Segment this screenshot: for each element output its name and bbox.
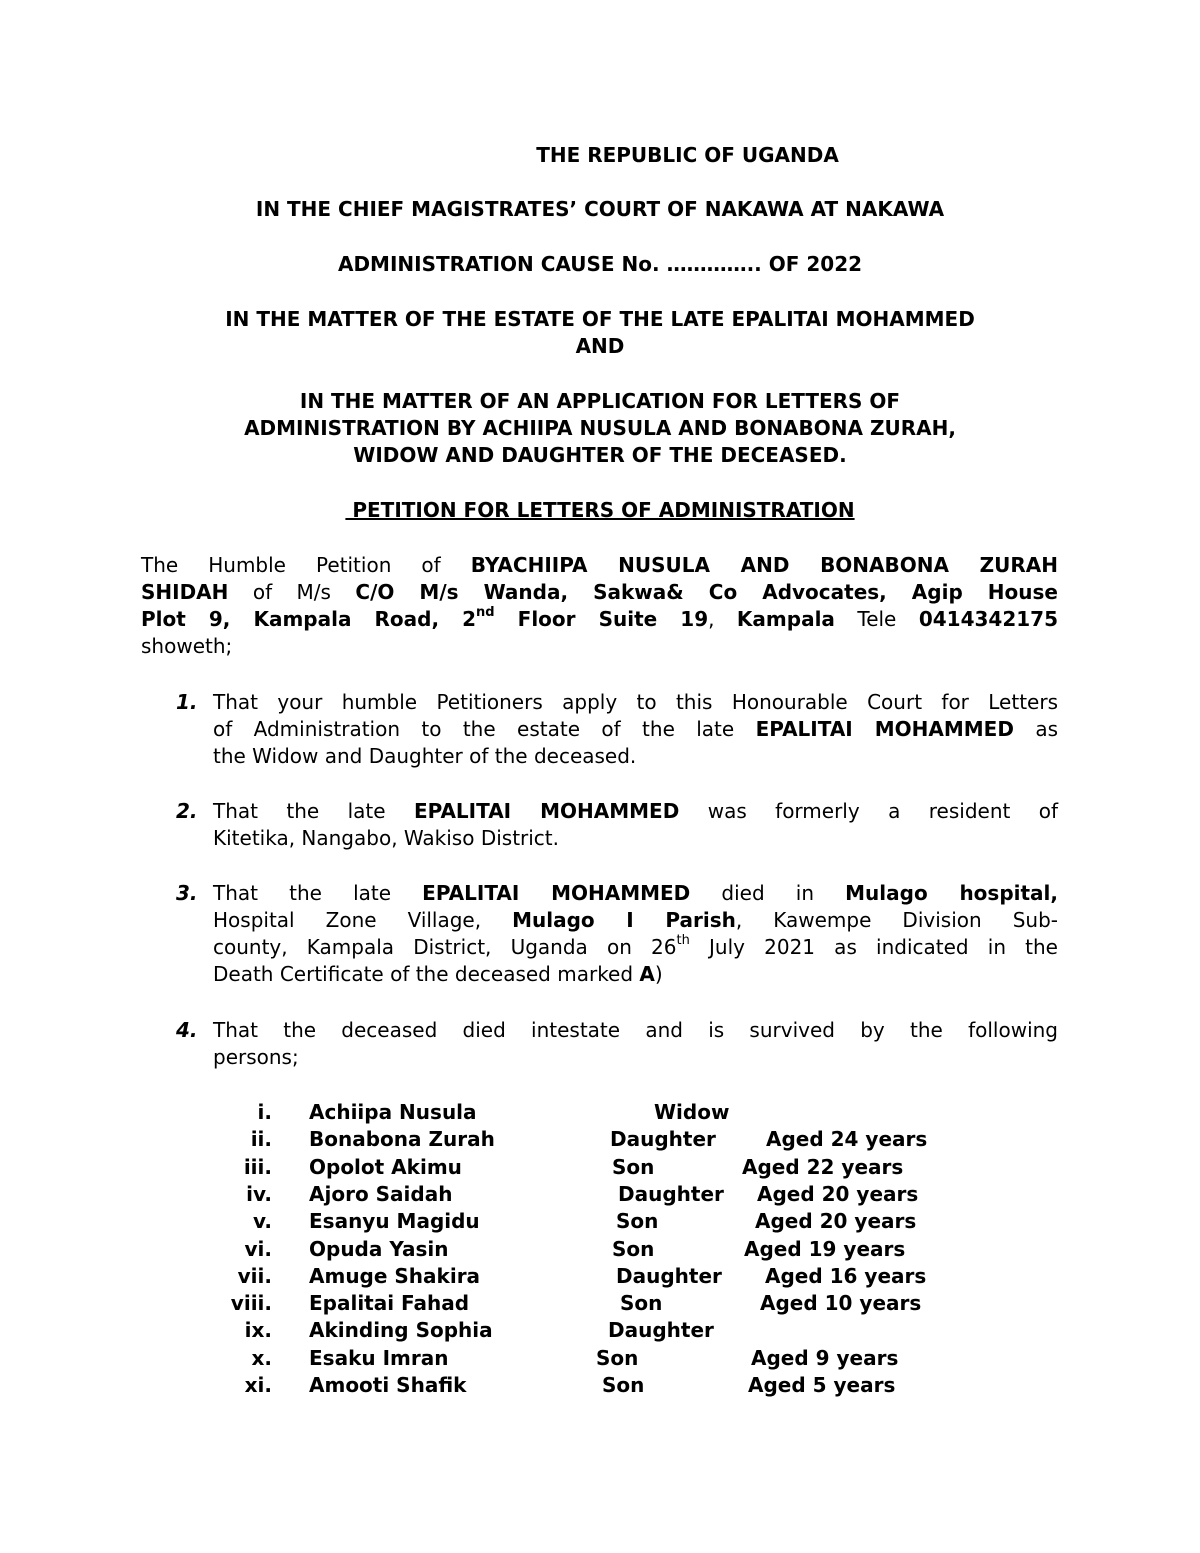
intro-line-3 [141,606,1058,633]
intro-paragraph [141,552,1058,660]
item-1-line-2 [213,716,1058,743]
survivor-number: vii. [237,1263,272,1288]
item-3-line-1 [213,880,1058,907]
survivor-number: iv. [246,1181,272,1206]
deceased-name: EPALITAI MOHAMMED [413,799,680,823]
item-2-line-1 [213,798,1058,825]
petitioner-names: BYACHIIPA NUSULA AND BONABONA ZURAH [470,553,1058,577]
ordinal-suffix: th [676,933,690,949]
application-matter-line-3: WIDOW AND DAUGHTER OF THE DECEASED. [353,443,847,467]
survivor-row [0,1317,1200,1344]
survivor-age: Aged 20 years [757,1181,919,1206]
survivor-relation: Daughter [618,1181,724,1206]
address-floor: Floor Suite 19 [494,607,709,631]
item-body [213,689,1058,770]
survivor-age: Aged 5 years [748,1373,896,1397]
survivor-age: Aged 20 years [755,1209,917,1234]
survivor-name: Opolot Akimu [309,1154,462,1179]
survivor-age: Aged 10 years [760,1291,922,1316]
survivor-relation: Son [602,1373,645,1397]
survivor-row [0,1290,1200,1317]
survivor-row [0,1099,1200,1126]
survivor-name: Akinding Sophia [309,1318,493,1343]
court-heading [140,196,1060,223]
survivor-row [0,1208,1200,1235]
item-3-line-4 [213,961,1058,988]
petition-title [140,497,1060,524]
item-1-line-1: That your humble Petitioners apply to this Honourable Court for Letters [213,690,1058,714]
item-number: 1. [176,690,198,714]
item-2-text: That the late [213,799,414,823]
district-date-text: county, Kampala District, Uganda on 26 [213,935,677,959]
survivor-age: Aged 22 years [742,1154,904,1179]
survivor-relation: Daughter [616,1263,722,1288]
survivor-number: ii. [250,1127,272,1152]
petitioner-name-cont: SHIDAH [141,580,229,604]
survivor-number: xi. [244,1373,272,1397]
survivor-row [0,1154,1200,1181]
survivor-row [0,1345,1200,1372]
survivor-age: Aged 9 years [751,1345,899,1370]
republic-heading [140,142,1200,169]
survivor-name: Opuda Yasin [309,1236,449,1261]
survivor-row [0,1181,1200,1208]
hospital-name: Mulago hospital, [845,881,1059,905]
survivor-relation: Widow [654,1100,730,1124]
survivor-name: Amooti Shafik [309,1373,467,1397]
ordinal-suffix: nd [476,605,495,621]
item-3-text-mid: died in [690,881,846,905]
survivor-relation: Son [612,1236,655,1261]
telephone-number: 0414342175 [918,607,1058,631]
address-plot: Plot 9, Kampala Road, 2 [141,607,477,631]
survivor-name: Amuge Shakira [309,1263,481,1288]
survivor-age: Aged 19 years [744,1236,906,1261]
item-body [213,798,1058,852]
item-body [213,1017,1058,1071]
survivor-number: iii. [243,1154,272,1179]
survivor-relation: Son [612,1154,655,1179]
petition-title-text: PETITION FOR LETTERS OF ADMINISTRATION [345,498,855,522]
deceased-name: EPALITAI MOHAMMED [422,881,691,905]
application-matter-line-1: IN THE MATTER OF AN APPLICATION FOR LETTERS OF [299,389,901,413]
intro-text: The Humble Petition of [141,553,471,577]
address-city: Kampala [736,607,835,631]
advocates-address: C/O M/s Wanda, Sakwa& Co Advocates, Agip House [355,580,1058,604]
application-matter-heading [140,388,1060,469]
parish-name: Mulago I Parish [512,908,736,932]
survivor-row [0,1372,1200,1399]
survivor-name: Ajoro Saidah [309,1181,453,1206]
and-text: AND [575,334,625,358]
intro-line-2 [141,579,1058,606]
survivor-relation: Daughter [608,1318,714,1343]
application-matter-line-2: ADMINISTRATION BY ACHIIPA NUSULA AND BONABONA ZURAH, [244,416,956,440]
item-number: 4. [176,1018,198,1042]
survivor-row [0,1263,1200,1290]
item-body [213,880,1058,988]
item-number: 2. [176,799,198,823]
estate-matter-heading [140,306,1060,360]
item-3-line-3 [213,934,1058,961]
item-1-line-3: the Widow and Daughter of the deceased. [213,744,637,768]
court-heading-text: IN THE CHIEF MAGISTRATES’ COURT OF NAKAWA AT NAKAWA [255,197,945,221]
survivor-row [0,1236,1200,1263]
item-4-line-2: persons; [213,1045,299,1069]
annex-mark: A [639,962,655,986]
certificate-text: Death Certificate of the deceased marked [213,962,640,986]
item-3-text: That the late [213,881,423,905]
survivor-number: viii. [230,1291,272,1316]
survivor-relation: Son [596,1345,639,1370]
cause-heading-text: ADMINISTRATION CAUSE No. ………….. OF 2022 [337,252,863,276]
survivor-relation: Daughter [610,1127,716,1152]
republic-heading-text: THE REPUBLIC OF UGANDA [536,143,839,167]
survivor-name: Bonabona Zurah [309,1127,495,1152]
item-2-text-end: was formerly a resident of [679,799,1059,823]
survivor-age: Aged 24 years [766,1127,928,1152]
item-2-line-2: Kitetika, Nangabo, Wakiso District. [213,826,560,850]
item-1-text-end: as [1013,717,1058,741]
survivor-relation: Son [620,1291,663,1316]
survivor-number: ix. [244,1318,272,1343]
intro-line-4: showeth; [141,634,233,658]
division-text: , Kawempe Division Sub- [735,908,1058,932]
intro-line-1 [141,552,1058,579]
item-number: 3. [176,881,198,905]
survivor-name: Achiipa Nusula [309,1100,477,1124]
cause-heading [140,251,1060,278]
date-text-end: July 2021 as indicated in the [689,935,1058,959]
survivor-name: Esaku Imran [309,1345,449,1370]
closing-paren: ) [654,962,663,986]
survivor-number: vi. [244,1236,272,1261]
comma-text: , [708,607,737,631]
village-text: Hospital Zone Village, [213,908,513,932]
survivor-name: Esanyu Magidu [309,1209,480,1234]
estate-matter-text: IN THE MATTER OF THE ESTATE OF THE LATE EPALITAI MOHAMMED [225,307,975,331]
item-3-line-2 [213,907,1058,934]
tele-label: Tele [834,607,919,631]
deceased-name: EPALITAI MOHAMMED [755,717,1014,741]
intro-of-text: of M/s [228,580,356,604]
item-1-text: of Administration to the estate of the late [213,717,756,741]
survivor-number: v. [252,1209,272,1234]
survivor-number: i. [257,1100,272,1124]
survivor-relation: Son [616,1209,659,1234]
survivor-number: x. [251,1345,272,1370]
item-4-line-1: That the deceased died intestate and is survived by the following [213,1018,1058,1042]
survivor-name: Epalitai Fahad [309,1291,470,1316]
survivor-row [0,1126,1200,1153]
survivor-age: Aged 16 years [765,1263,927,1288]
